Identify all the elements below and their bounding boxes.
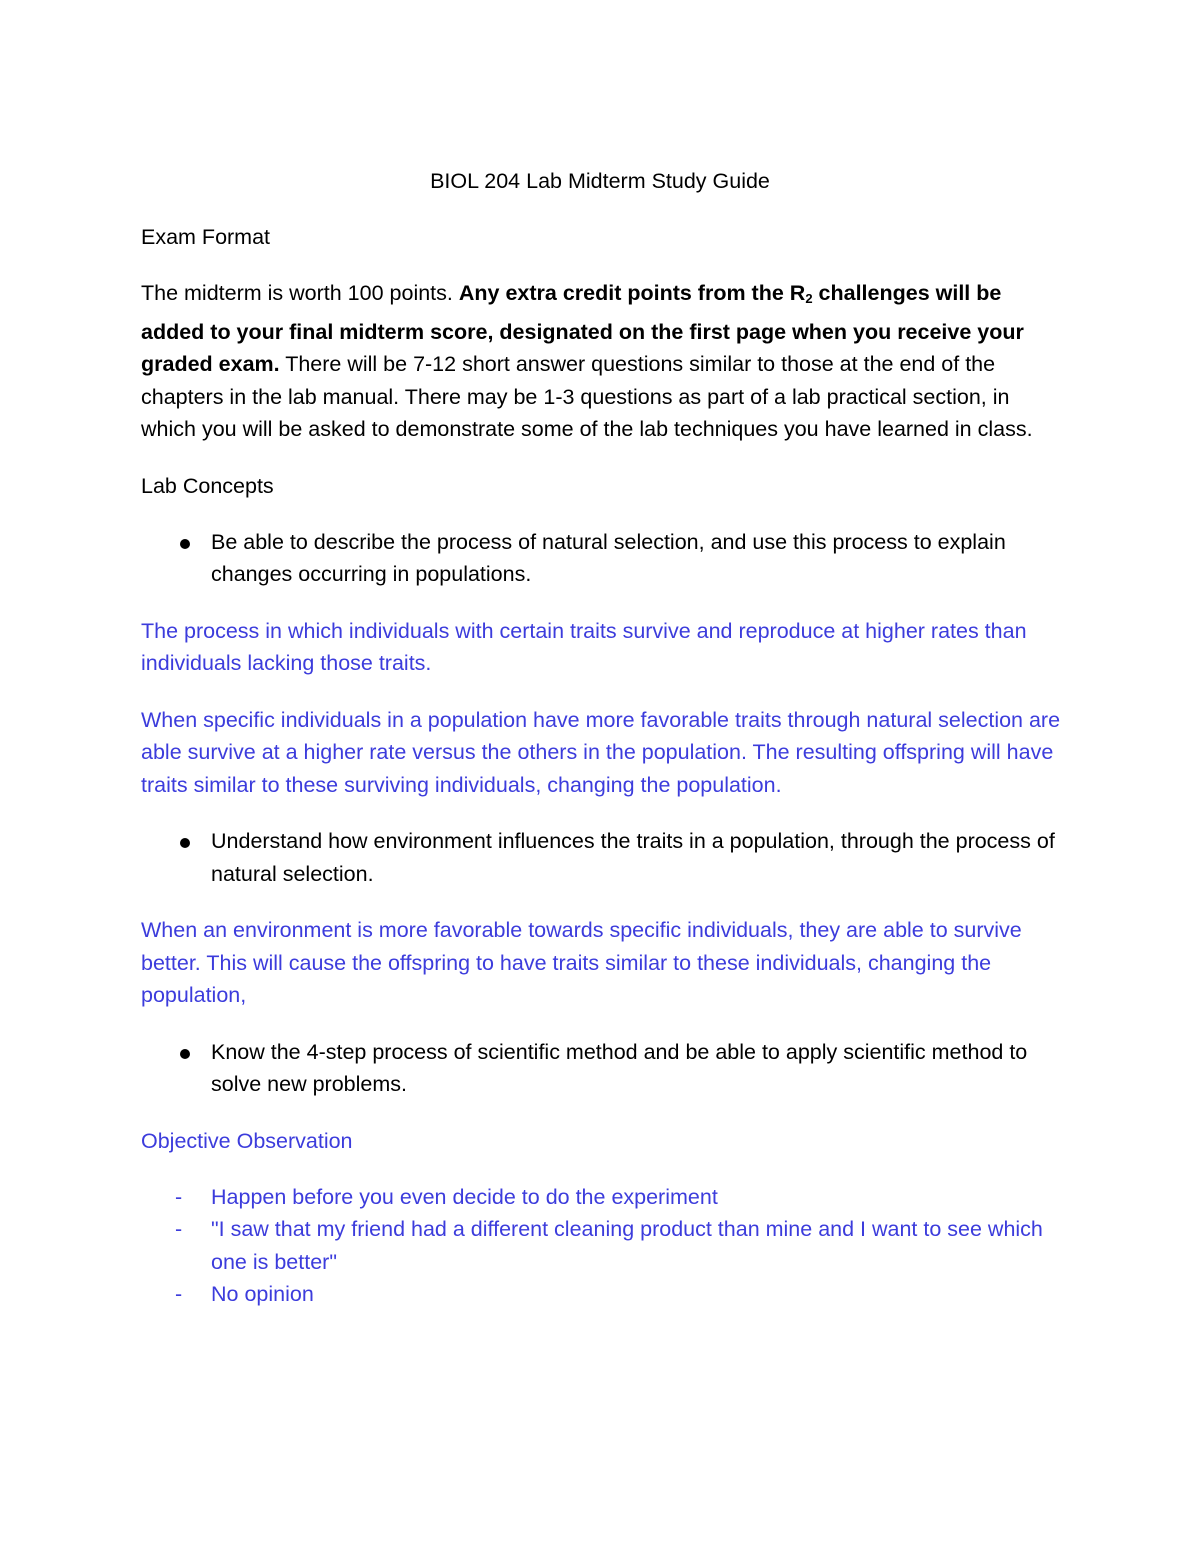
document-title: BIOL 204 Lab Midterm Study Guide <box>430 169 770 193</box>
dash-marker: - <box>175 1217 183 1241</box>
bullet-icon <box>180 838 190 848</box>
extra-credit-subscript: 2 <box>805 291 813 306</box>
document-page <box>141 165 1066 1335</box>
concept-list-3 <box>141 1036 1066 1101</box>
bullet-icon <box>180 539 190 549</box>
observation-text: "I saw that my friend had a different cleaning product than mine and I want to see which one is better" <box>211 1217 1043 1274</box>
exam-format-paragraph <box>141 277 1066 446</box>
concept-item <box>141 526 1066 591</box>
concept-text: Be able to describe the process of natural selection, and use this process to explain changes occurring in populations. <box>211 529 1006 586</box>
observation-text: Happen before you even decide to do the experiment <box>211 1184 718 1209</box>
lab-concepts-heading: Lab Concepts <box>141 473 274 498</box>
concept-text: Know the 4-step process of scientific method and be able to apply scientific method to solve new problems. <box>211 1039 1028 1096</box>
bullet-icon <box>180 1049 190 1059</box>
observation-item <box>141 1181 1066 1214</box>
observation-heading: Objective Observation <box>141 1128 353 1153</box>
dash-marker: - <box>175 1282 183 1306</box>
answer-paragraph: When specific individuals in a population have more favorable traits through natural selection are able survive at a higher rate versus the others in the population. The resulting offspring will have traits similar to these surviving individuals, changing the population. <box>141 707 1061 797</box>
observation-item <box>141 1213 1066 1278</box>
extra-credit-text-2: challenges will be added to your final midterm score, designated on the first page when you receive your graded exam. <box>141 281 1024 376</box>
exam-format-heading: Exam Format <box>141 225 271 249</box>
concept-list-2 <box>141 825 1066 890</box>
exam-format-intro: The midterm is worth 100 points. <box>141 281 459 305</box>
concept-text: Understand how environment influences the traits in a population, through the process of natural selection. <box>211 829 1055 886</box>
answer-paragraph: When an environment is more favorable towards specific individuals, they are able to survive better. This will cause the offspring to have traits similar to these individuals, changing the population, <box>141 918 1022 1007</box>
exam-format-details: There will be 7-12 short answer questions similar to those at the end of the chapters in the lab manual. There may be 1-3 questions as part of a lab practical section, in which you will be asked to demonstrate some of the lab techniques you have learned in class. <box>141 352 1033 441</box>
concept-list-1 <box>141 526 1066 591</box>
concept-item <box>141 1036 1066 1101</box>
answer-paragraph: The process in which individuals with certain traits survive and reproduce at higher rates than individuals lacking those traits. <box>141 618 1027 675</box>
concept-item <box>141 825 1066 890</box>
observation-list <box>141 1181 1066 1311</box>
observation-item <box>141 1278 1066 1311</box>
extra-credit-text-1: Any extra credit points from the R <box>458 281 806 305</box>
dash-marker: - <box>175 1184 183 1209</box>
observation-text: No opinion <box>211 1282 314 1306</box>
